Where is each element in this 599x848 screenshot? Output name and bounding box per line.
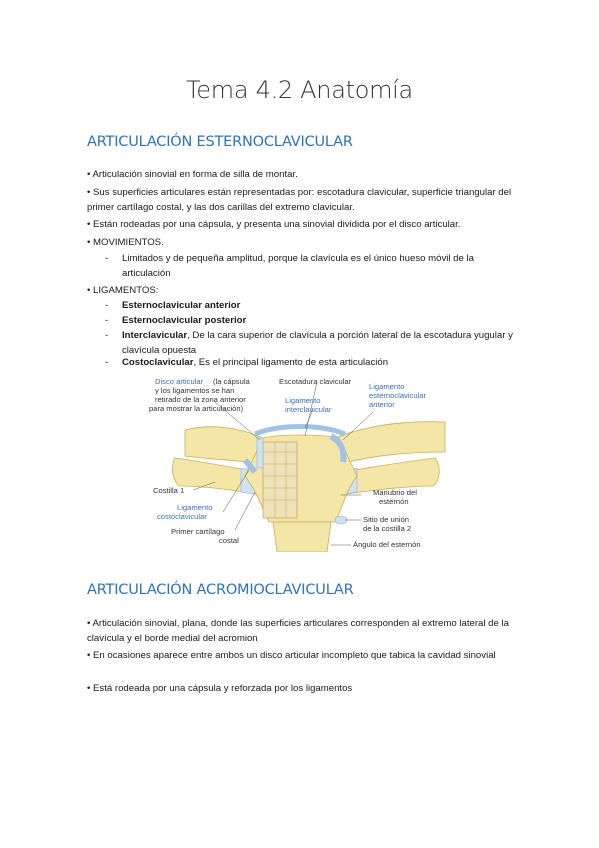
articular-disc (257, 438, 263, 468)
movimiento-text: Limitados y de pequeña amplitud, porque la clavícula es el único hueso móvil de la articulación (122, 253, 474, 279)
page-title: Tema 4.2 Anatomía (186, 76, 413, 104)
label-sitio-2: de la costilla 2 (363, 524, 412, 533)
label-disco-articular: Disco articular (155, 377, 204, 386)
label-manubrio-2: esternón (379, 497, 409, 506)
label-disco-2: (la cápsula (213, 377, 250, 386)
list-item-ligamento (105, 299, 525, 314)
ligamento-desc: , De la cara superior de clavícula a porción lateral de la escotadura yugular y clavícula opuesta (122, 330, 513, 356)
list-item-ligamento (105, 314, 525, 329)
list-dash: - (105, 330, 109, 341)
list-dash: - (105, 315, 109, 326)
label-lig-ant-1: Ligamento (369, 382, 405, 391)
list-item-movimiento (105, 252, 525, 281)
paragraph-bullet-3: • Están rodeadas por una cápsula, y presenta una sinovial dividida por el disco articular. (87, 219, 461, 230)
label-sitio-1: Sitio de unión (363, 515, 410, 524)
clavicle-right (335, 422, 445, 464)
sternum-body (273, 522, 331, 552)
label-cartilago-2: costal (219, 536, 239, 545)
paragraph-ac-bullet-2: • En ocasiones aparece entre ambos un disco articular incompleto que tabica la cavidad sinovial (87, 650, 496, 661)
ligamento-name: Costoclavicular (122, 357, 194, 368)
paragraph-bullet-4: • MOVIMIENTOS. (87, 237, 164, 248)
interclavicular-ligament (255, 427, 345, 435)
ligamento-desc: , Es el principal ligamento de esta articulación (193, 357, 389, 368)
ligamento-name: Esternoclavicular anterior (122, 300, 241, 311)
sternoclavicular-joint-figure (145, 372, 457, 552)
label-lig-ant-3: anterior (369, 400, 395, 409)
list-dash: - (105, 300, 109, 311)
sectioned-bone (263, 442, 297, 518)
section-heading-acromioclavicular: ARTICULACIÓN ACROMIOCLAVICULAR (87, 582, 354, 598)
label-manubrio-1: Manubrio del (373, 488, 417, 497)
list-dash: - (105, 253, 109, 264)
section-heading-esternoclavicular: ARTICULACIÓN ESTERNOCLAVICULAR (87, 134, 353, 150)
paragraph-bullet-5: • LIGAMENTOS: (87, 285, 159, 296)
label-costilla-1: Costilla 1 (153, 486, 185, 495)
label-lig-inter-1: Ligamento (285, 396, 321, 405)
label-lig-ant-2: esternoclavicular (369, 391, 426, 400)
label-lig-costo-2: costoclavicular (157, 512, 207, 521)
ligamento-name: Esternoclavicular posterior (122, 315, 247, 326)
paragraph-ac-bullet-1: • Articulación sinovial, plana, donde las superficies articulares corresponden al extremo lateral de la clavícula y el borde medial del acromion (87, 618, 509, 644)
clavicle-left (185, 427, 263, 464)
label-lig-inter-2: interclavicular (285, 405, 332, 414)
list-item-ligamento (105, 329, 525, 358)
paragraph-ac-bullet-3: • Está rodeada por una cápsula y reforzada por los ligamentos (87, 683, 353, 694)
label-cartilago-1: Primer cartílago (171, 527, 225, 536)
anatomy-illustration (145, 372, 457, 552)
label-angulo: Ángulo del esternón (353, 540, 421, 549)
label-disco-5: para mostrar la articulación) (149, 404, 244, 413)
label-disco-3: y los ligamentos se han (155, 386, 235, 395)
paragraph-bullet-1: • Articulación sinovial en forma de silla de montar. (87, 169, 298, 180)
label-lig-costo-1: Ligamento (177, 503, 213, 512)
ligamento-name: Interclavicular (122, 330, 188, 341)
list-dash: - (105, 357, 109, 368)
label-disco-4: retirado de la zona anterior (155, 395, 246, 404)
paragraph-bullet-2: • Sus superficies articulares están representadas por: escotadura clavicular, superficie triangular del primer cartílago costal, y las dos carillas del extremo clavicular. (87, 187, 512, 213)
label-escotadura: Escotadura clavicular (279, 377, 352, 386)
list-item-ligamento (105, 356, 525, 371)
